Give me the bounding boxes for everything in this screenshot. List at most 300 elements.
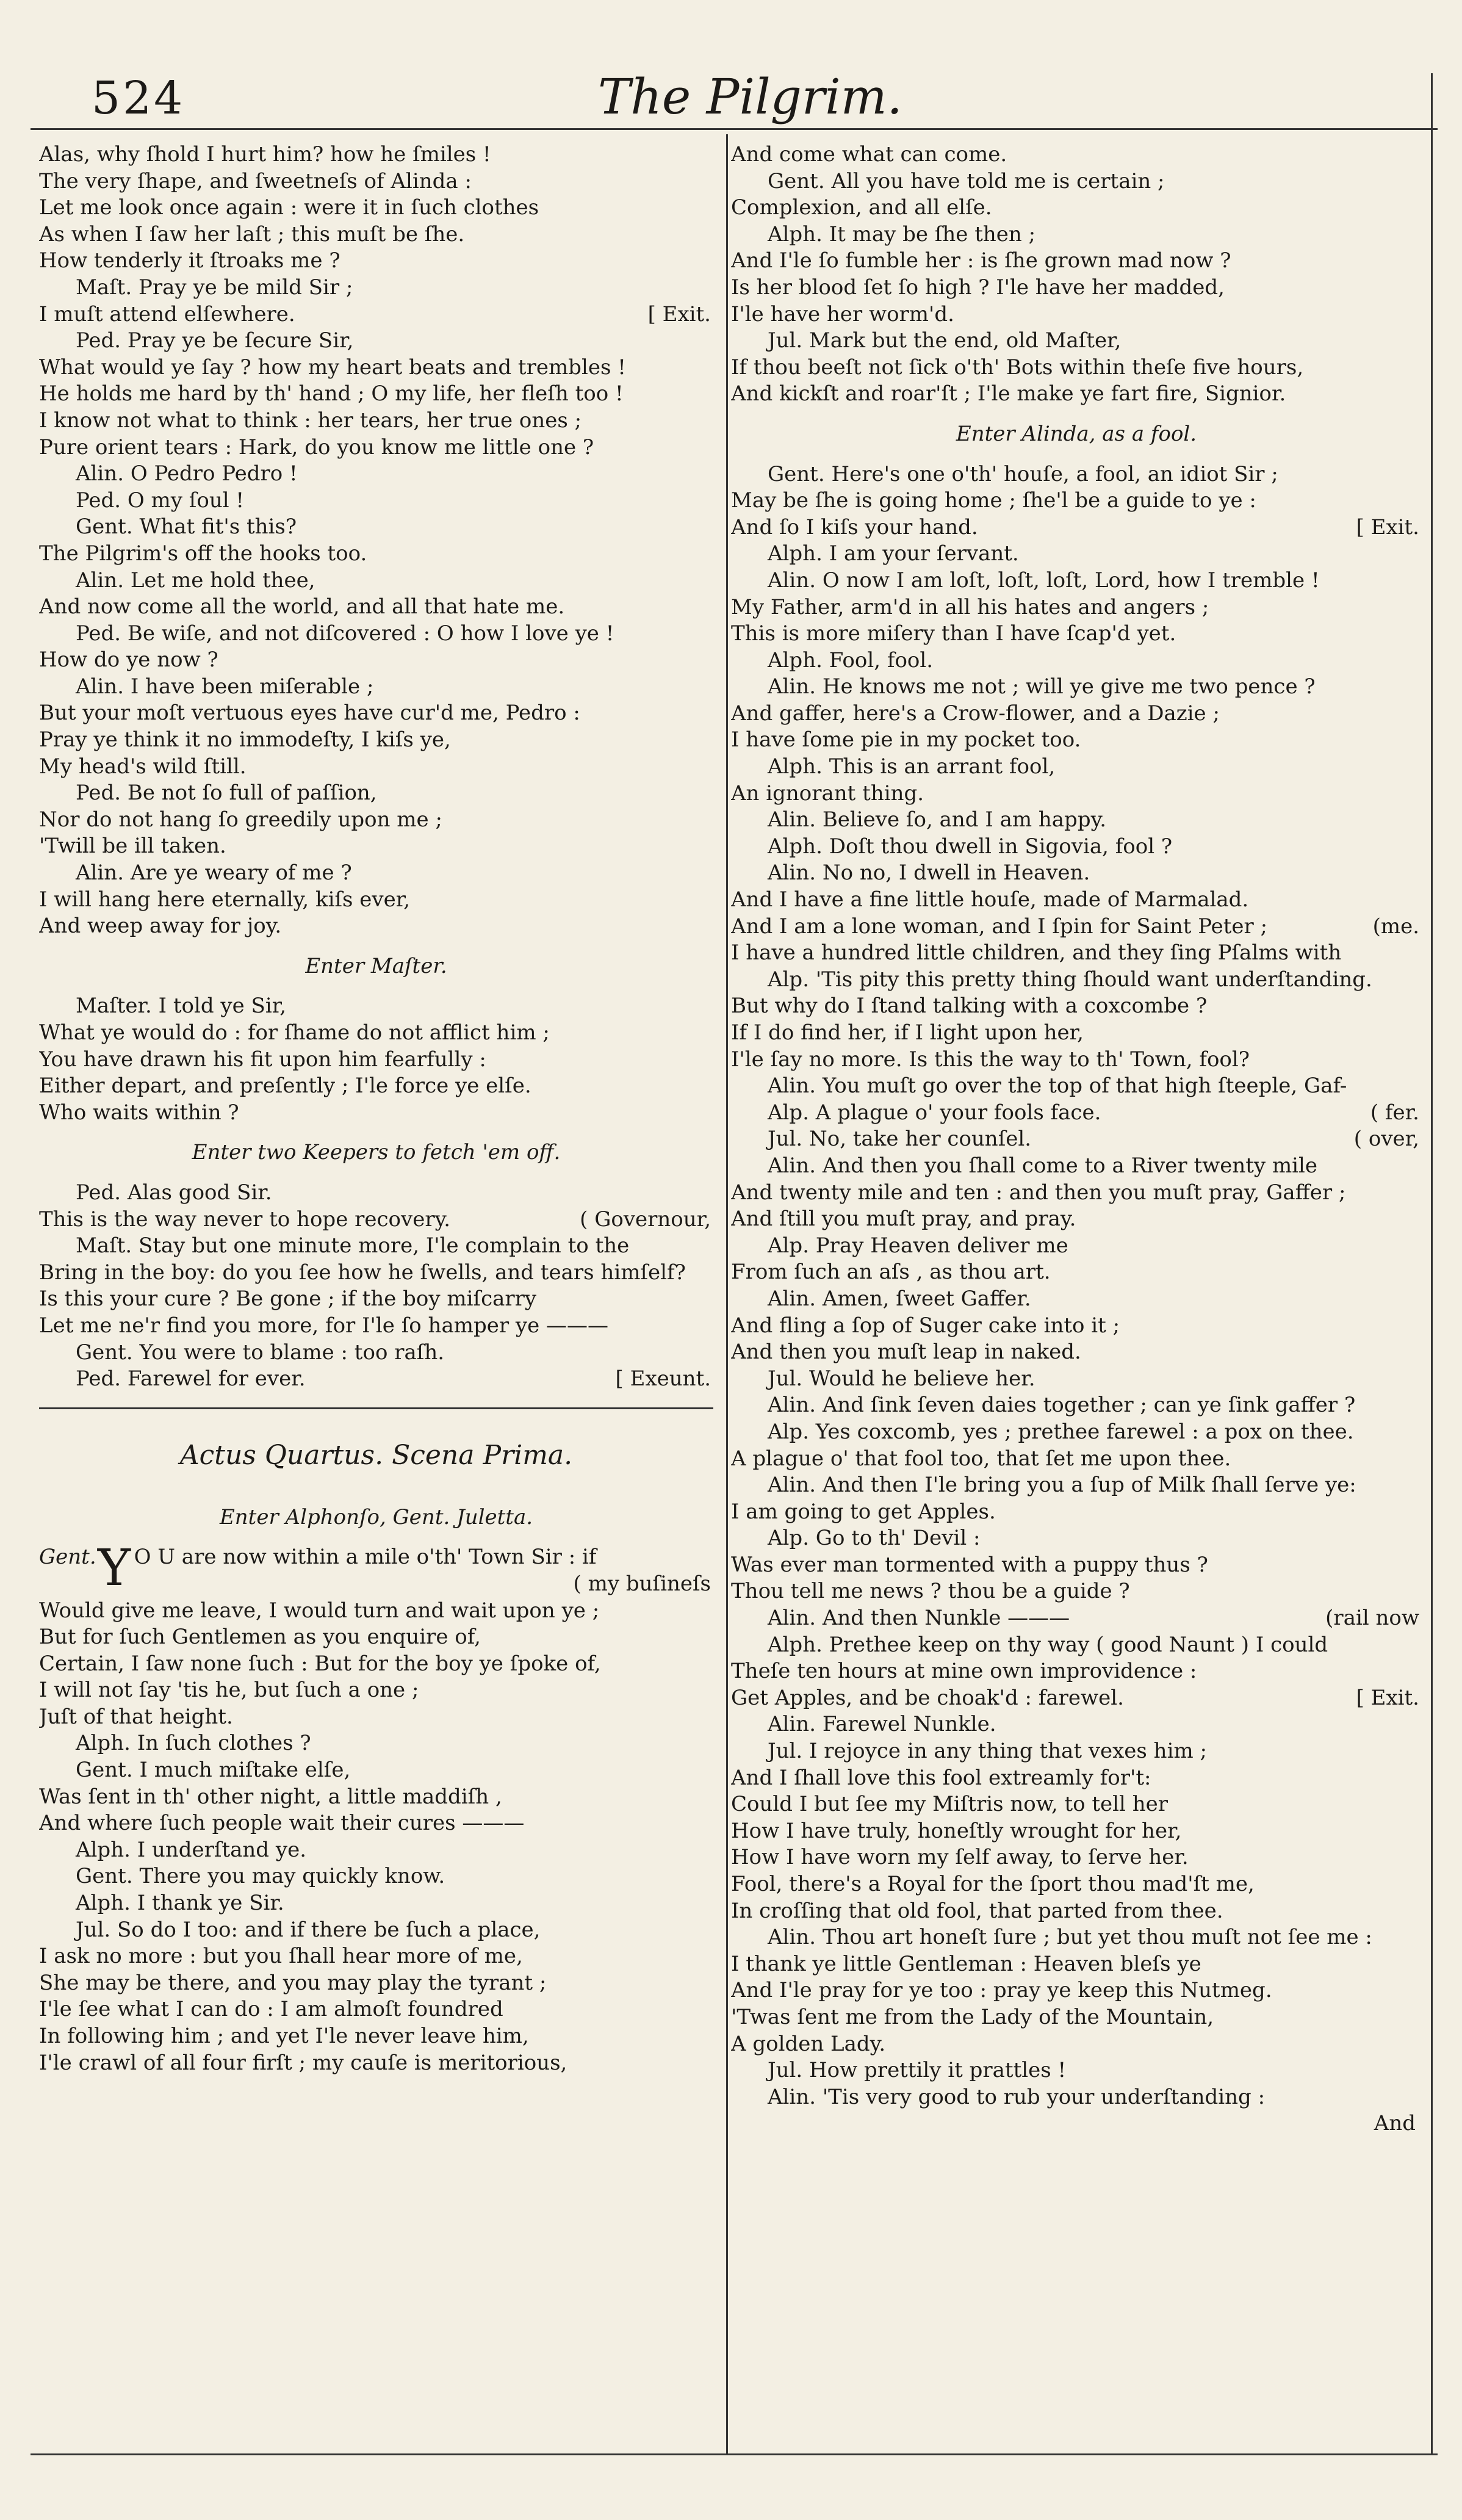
text-line bbox=[39, 1970, 713, 1997]
text-line bbox=[39, 1917, 713, 1944]
text-line bbox=[39, 807, 713, 834]
line-text: Let me look once again : were it in ſuch clothes bbox=[39, 195, 539, 220]
spacer bbox=[39, 1491, 713, 1504]
spacer bbox=[39, 1478, 713, 1491]
line-text: Theſe ten hours at mine own improvidence : bbox=[731, 1659, 1197, 1684]
line-text: He holds me hard by th' hand ; O my life, her fleſh too ! bbox=[39, 381, 624, 406]
text-line bbox=[39, 142, 713, 168]
text-line bbox=[731, 1446, 1422, 1473]
text-line bbox=[39, 1233, 713, 1260]
line-text: Is this your cure ? Be gone ; if the boy miſcarry bbox=[39, 1287, 537, 1312]
text-line bbox=[731, 1339, 1422, 1366]
text-line bbox=[39, 1810, 713, 1837]
line-text: Jul. I rejoyce in any thing that vexes him ; bbox=[768, 1739, 1207, 1764]
line-text: And I'le ſo fumble her : is ſhe grown mad now ? bbox=[731, 248, 1231, 273]
text-line bbox=[731, 1153, 1422, 1180]
text-line bbox=[731, 275, 1422, 301]
line-text: Alph. Fool, fool. bbox=[768, 648, 934, 673]
line-text: But your moſt vertuous eyes have cur'd me, Pedro : bbox=[39, 701, 580, 726]
line-text: Alph. I am your ſervant. bbox=[768, 541, 1019, 566]
line-text: Certain, I ſaw none ſuch : But for the boy ye ſpoke of, bbox=[39, 1651, 601, 1676]
line-text: And kickſt and roar'ſt ; I'le make ye fart fire, Signior. bbox=[731, 381, 1286, 406]
text-line bbox=[39, 1784, 713, 1811]
line-text: She may be there, and you may play the tyrant ; bbox=[39, 1970, 547, 1995]
line-text: I thank ye little Gentleman : Heaven bleſs ye bbox=[731, 1951, 1201, 1976]
right-aligned-text: [ Exeunt. bbox=[615, 1367, 711, 1392]
line-text: I have ſome pie in my pocket too. bbox=[731, 727, 1081, 753]
text-line bbox=[731, 1924, 1422, 1951]
text-line bbox=[731, 594, 1422, 621]
spacer bbox=[39, 1126, 713, 1139]
line-text: 'Twas ſent me from the Lady of the Mountain, bbox=[731, 2004, 1214, 2029]
line-text: If I do find her, if I light upon her, bbox=[731, 1020, 1084, 1045]
text-line bbox=[39, 222, 713, 248]
spacer bbox=[39, 1166, 713, 1180]
text-line bbox=[731, 301, 1422, 328]
line-text: And come what can come. bbox=[731, 142, 1007, 167]
text-line bbox=[39, 488, 713, 514]
text-line bbox=[39, 1890, 713, 1917]
text-line bbox=[731, 142, 1422, 168]
line-text: If thou beeſt not ſick o'th' Bots within theſe five hours, bbox=[731, 355, 1304, 380]
text-line bbox=[39, 381, 713, 408]
text-line bbox=[39, 1073, 713, 1100]
text-line bbox=[731, 1206, 1422, 1233]
line-text: In following him ; and yet I'le never leave him, bbox=[39, 2024, 529, 2048]
right-aligned-text: [ Exit. bbox=[1356, 1685, 1419, 1710]
text-line bbox=[731, 461, 1422, 488]
text-line bbox=[39, 1100, 713, 1127]
text-line bbox=[731, 328, 1422, 355]
line-text: And now come all the world, and all that hate me. bbox=[39, 594, 565, 619]
text-line bbox=[731, 1126, 1422, 1153]
line-text: And where ſuch people wait their cures ——— bbox=[39, 1811, 525, 1836]
text-line bbox=[731, 1259, 1422, 1286]
text-line bbox=[39, 1571, 713, 1598]
line-text: Maſter. I told ye Sir, bbox=[76, 994, 287, 1019]
spacer bbox=[39, 1531, 713, 1544]
line-text: And I am a lone woman, and I ſpin for Saint Peter ; bbox=[731, 914, 1268, 939]
text-line bbox=[731, 1073, 1422, 1100]
line-text: Alin. 'Tis very good to rub your underſtanding : bbox=[768, 2084, 1266, 2109]
spacer bbox=[731, 408, 1422, 421]
line-text: Alin. Let me hold thee, bbox=[76, 568, 315, 593]
text-line bbox=[39, 1207, 713, 1233]
text-line bbox=[731, 807, 1422, 834]
line-text: Maſt. Stay but one minute more, I'le complain to the bbox=[76, 1233, 630, 1258]
line-text: As when I ſaw her laſt ; this muſt be ſhe. bbox=[39, 222, 465, 247]
line-text: Alin. No no, I dwell in Heaven. bbox=[768, 861, 1090, 886]
text-line bbox=[39, 1047, 713, 1074]
text-line bbox=[731, 701, 1422, 727]
spacer bbox=[39, 980, 713, 993]
text-line bbox=[731, 1632, 1422, 1659]
line-text: Alin. I have been miſerable ; bbox=[76, 674, 374, 699]
line-text: Alp. Pray Heaven deliver me bbox=[768, 1233, 1068, 1258]
line-text: Maſt. Pray ye be mild Sir ; bbox=[76, 275, 353, 300]
text-line bbox=[731, 2031, 1422, 2058]
text-line bbox=[39, 780, 713, 807]
line-text: And weep away for joy. bbox=[39, 914, 282, 939]
line-text: Gent. What fit's this? bbox=[76, 514, 297, 540]
line-text: May be ſhe is going home ; ſhe'l be a guide to ye : bbox=[731, 488, 1256, 513]
line-text: And I have a fine little houſe, made of Marmalad. bbox=[731, 887, 1249, 912]
text-line bbox=[39, 913, 713, 940]
line-text: In croſſing that old fool, that parted from thee. bbox=[731, 1898, 1223, 1923]
text-line bbox=[731, 1765, 1422, 1792]
text-line bbox=[39, 1260, 713, 1287]
text-line bbox=[731, 1525, 1422, 1552]
text-line bbox=[39, 1180, 713, 1207]
line-text: Alph. In ſuch clothes ? bbox=[76, 1731, 311, 1756]
act-heading: Actus Quartus. Scena Prima. bbox=[179, 1439, 573, 1471]
line-text: I have a hundred little children, and they ſing Pſalms with bbox=[731, 940, 1342, 966]
text-line bbox=[731, 1844, 1422, 1871]
right-aligned-text: [ Exit. bbox=[647, 301, 711, 327]
text-line bbox=[731, 1871, 1422, 1898]
text-line bbox=[39, 195, 713, 222]
line-text: Alph. I underſtand ye. bbox=[76, 1837, 307, 1862]
line-text: Bring in the boy: do you ſee how he ſwells, and tears himſelf? bbox=[39, 1260, 686, 1285]
line-text: Alin. O now I am loſt, loſt, loſt, Lord, how I tremble ! bbox=[768, 568, 1320, 593]
line-text: Gent. Here's one o'th' houſe, a fool, an idiot Sir ; bbox=[768, 461, 1278, 486]
text-line bbox=[731, 967, 1422, 994]
line-text: Either depart, and preſently ; I'le force ye elſe. bbox=[39, 1074, 531, 1099]
stage-direction: Enter Alinda, as a fool. bbox=[956, 421, 1197, 446]
text-line bbox=[731, 940, 1422, 967]
line-text: Alin. O Pedro Pedro ! bbox=[76, 461, 298, 486]
text-line bbox=[39, 2050, 713, 2077]
text-line bbox=[39, 1598, 713, 1625]
line-text: I know not what to think : her tears, her true ones ; bbox=[39, 408, 582, 433]
column-divider bbox=[726, 134, 728, 2453]
line-text: What would ye ſay ? how my heart beats and trembles ! bbox=[39, 355, 626, 380]
line-text: Jul. Would he believe her. bbox=[768, 1366, 1035, 1391]
text-line bbox=[731, 568, 1422, 594]
line-text: From ſuch an aſs , as thou art. bbox=[731, 1260, 1051, 1285]
stage-direction: Enter Maſter. bbox=[305, 953, 447, 978]
text-line bbox=[39, 301, 713, 328]
text-line bbox=[39, 1340, 713, 1367]
line-text: How tenderly it ſtroaks me ? bbox=[39, 248, 340, 273]
text-line bbox=[731, 1020, 1422, 1047]
line-text: A plague o' that fool too, that ſet me upon thee. bbox=[731, 1446, 1231, 1471]
line-text: I'le have her worm'd. bbox=[731, 301, 954, 327]
line-text: Alin. And then Nunkle ——— bbox=[768, 1606, 1070, 1631]
text-line bbox=[731, 887, 1422, 914]
text-line bbox=[731, 381, 1422, 408]
text-line bbox=[39, 514, 713, 541]
line-text: My Father, arm'd in all his hates and angers ; bbox=[731, 594, 1209, 619]
text-line bbox=[39, 1730, 713, 1757]
line-text: And ſtill you muſt pray, and pray. bbox=[731, 1207, 1076, 1232]
text-line bbox=[731, 1951, 1422, 1978]
line-text: Juſt of that height. bbox=[39, 1704, 233, 1729]
text-line bbox=[731, 1685, 1422, 1712]
drop-cap: Y bbox=[98, 1539, 131, 1598]
line-text: Alp. Go to th' Devil : bbox=[768, 1526, 981, 1551]
text-line bbox=[731, 2057, 1422, 2084]
text-line bbox=[731, 195, 1422, 222]
line-text: This is more miſery than I have ſcap'd yet. bbox=[731, 621, 1176, 646]
line-text: Ped. Be not ſo full of paſſion, bbox=[76, 781, 377, 806]
text-line bbox=[39, 1313, 713, 1340]
text-line bbox=[39, 541, 713, 568]
speaker-prefix: Gent. bbox=[39, 1545, 96, 1570]
text-line bbox=[39, 700, 713, 727]
line-text: Alas, why ſhold I hurt him? how he ſmiles ! bbox=[39, 142, 491, 167]
line-text: I am going to get Apples. bbox=[731, 1499, 996, 1524]
text-line bbox=[39, 248, 713, 275]
line-text: Could I but ſee my Miſtris now, to tell her bbox=[731, 1792, 1169, 1817]
text-line bbox=[731, 1658, 1422, 1685]
line-text: Pray ye think it no immodeſty, I kiſs ye, bbox=[39, 727, 451, 753]
text-line bbox=[731, 860, 1422, 887]
text-line bbox=[39, 647, 713, 674]
line-text: Gent. All you have told me is certain ; bbox=[768, 168, 1165, 193]
text-line bbox=[731, 514, 1422, 541]
text-line bbox=[731, 1499, 1422, 1526]
text-line bbox=[39, 1837, 713, 1864]
right-aligned-text: (me. bbox=[1372, 914, 1419, 939]
line-text: A golden Lady. bbox=[731, 2031, 886, 2056]
line-text: Ped. Alas good Sir. bbox=[76, 1180, 272, 1205]
stage-direction: Enter Alphonſo, Gent. Juletta. bbox=[219, 1504, 533, 1529]
text-line bbox=[39, 1996, 713, 2023]
line-text: How I have worn my ſelf away, to ſerve her. bbox=[731, 1845, 1189, 1870]
text-line bbox=[39, 887, 713, 914]
line-text: What ye would do : for ſhame do not afflict him ; bbox=[39, 1020, 550, 1045]
text-line bbox=[731, 1472, 1422, 1499]
running-title: The Pilgrim. bbox=[598, 68, 902, 125]
line-text: Gent. There you may quickly know. bbox=[76, 1864, 445, 1889]
text-line bbox=[731, 1578, 1422, 1605]
line-text: Alp. A plague o' your fools face. bbox=[768, 1100, 1101, 1125]
line-text: I muſt attend elſewhere. bbox=[39, 301, 295, 327]
text-line bbox=[731, 727, 1422, 754]
text-line bbox=[731, 1898, 1422, 1925]
text-line bbox=[39, 1651, 713, 1678]
text-line bbox=[731, 248, 1422, 275]
text-line bbox=[39, 408, 713, 435]
line-text: Was ever man tormented with a puppy thus ? bbox=[731, 1552, 1208, 1577]
text-line bbox=[39, 833, 713, 860]
text-line bbox=[731, 674, 1422, 701]
line-text: Alin. You muſt go over the top of that high ſteeple, Gaf- bbox=[768, 1074, 1347, 1099]
left-column bbox=[39, 142, 713, 2076]
line-text: My head's wild ſtill. bbox=[39, 754, 247, 779]
text-line bbox=[731, 2084, 1422, 2111]
text-line bbox=[731, 993, 1422, 1020]
text-line bbox=[731, 1419, 1422, 1446]
text-line bbox=[731, 222, 1422, 248]
text-line bbox=[39, 2023, 713, 2050]
text-line bbox=[731, 1100, 1422, 1127]
line-text: Alph. It may be ſhe then ; bbox=[768, 222, 1036, 247]
line-text: And fling a ſop of Suger cake into it ; bbox=[731, 1313, 1120, 1338]
text-line bbox=[39, 1943, 713, 1970]
right-aligned-text: ( Governour, bbox=[580, 1207, 711, 1232]
line-text: And twenty mile and ten : and then you muſt pray, Gaffer ; bbox=[731, 1180, 1346, 1205]
text-line bbox=[731, 834, 1422, 861]
line-text: Alin. Thou art honeſt ſure ; but yet thou muſt not ſee me : bbox=[768, 1925, 1372, 1950]
text-line bbox=[731, 1552, 1422, 1579]
text-line bbox=[39, 355, 713, 381]
text-line bbox=[731, 541, 1422, 568]
line-text: Ped. Farewel for ever. bbox=[76, 1367, 306, 1392]
text-line bbox=[39, 993, 713, 1020]
line-text: Nor do not hang ſo greedily upon me ; bbox=[39, 807, 442, 832]
text-line bbox=[731, 168, 1422, 195]
text-line bbox=[731, 355, 1422, 381]
text-line bbox=[731, 1977, 1422, 2004]
line-text: An ignorant thing. bbox=[731, 781, 924, 806]
line-text: Jul. So do I too: and if there be ſuch a place, bbox=[76, 1917, 541, 1942]
text-line bbox=[39, 1863, 713, 1890]
text-line bbox=[39, 435, 713, 461]
line-text: Alin. Farewel Nunkle. bbox=[768, 1712, 996, 1737]
text-line bbox=[731, 1738, 1422, 1765]
line-text: Alph. This is an arrant fool, bbox=[768, 754, 1056, 779]
line-text: Jul. How prettily it prattles ! bbox=[768, 2058, 1067, 2083]
line-text: Let me ne'r find you more, for I'le ſo hamper ye ——— bbox=[39, 1313, 609, 1338]
line-text: But for ſuch Gentlemen as you enquire of, bbox=[39, 1625, 481, 1650]
line-text: Pure orient tears : Hark, do you know me little one ? bbox=[39, 435, 594, 460]
text-line bbox=[731, 781, 1422, 807]
right-column bbox=[731, 142, 1422, 2137]
line-text: Fool, there's a Royal for the ſport thou mad'ſt me, bbox=[731, 1872, 1255, 1896]
line-text: I will not ſay 'tis he, but ſuch a one ; bbox=[39, 1678, 419, 1703]
text-line bbox=[731, 488, 1422, 514]
line-text: I'le ſee what I can do : I am almoſt foundred bbox=[39, 1997, 503, 2022]
line-text: I will hang here eternally, kiſs ever, bbox=[39, 887, 411, 912]
text-line bbox=[731, 1180, 1422, 1207]
text-line bbox=[39, 1366, 713, 1393]
text-line bbox=[39, 328, 713, 355]
line-text: The Pilgrim's off the hooks too. bbox=[39, 541, 367, 566]
top-rule bbox=[31, 128, 1438, 130]
line-text: Gent. I much miſtake elſe, bbox=[76, 1758, 351, 1783]
line-text: O U are now within a mile o'th' Town Sir : if bbox=[134, 1545, 597, 1570]
text-line bbox=[39, 568, 713, 594]
line-text: Get Apples, and be choak'd : farewel. bbox=[731, 1685, 1124, 1710]
right-aligned-text: [ Exit. bbox=[1356, 514, 1419, 540]
text-line bbox=[39, 1677, 713, 1704]
line-text: Alin. And then I'le bring you a ſup of Milk ſhall ſerve ye: bbox=[768, 1473, 1356, 1498]
text-line bbox=[731, 1605, 1422, 1632]
text-line bbox=[731, 1366, 1422, 1393]
page-number: 524 bbox=[92, 72, 185, 125]
line-text: And I'le pray for ye too : pray ye keep this Nutmeg. bbox=[731, 1978, 1272, 2003]
catchword: And bbox=[1374, 2111, 1416, 2136]
line-text: Alph. Prethee keep on thy way ( good Naunt ) I could bbox=[768, 1632, 1328, 1657]
text-line bbox=[731, 1313, 1422, 1340]
text-line bbox=[39, 1757, 713, 1784]
text-line bbox=[39, 727, 713, 754]
bottom-rule bbox=[31, 2453, 1438, 2455]
right-aligned-text: ( fer. bbox=[1370, 1100, 1419, 1125]
text-line bbox=[39, 674, 713, 701]
text-line bbox=[731, 914, 1422, 940]
text-line bbox=[731, 1392, 1422, 1419]
stage-direction: Enter two Keepers to fetch 'em off. bbox=[192, 1140, 561, 1165]
line-text: But why do I ſtand talking with a coxcombe ? bbox=[731, 994, 1208, 1019]
line-text: Alin. Amen, ſweet Gaffer. bbox=[768, 1286, 1031, 1311]
text-line bbox=[39, 1624, 713, 1651]
line-text: The very ſhape, and ſweetneſs of Alinda : bbox=[39, 168, 472, 193]
text-line bbox=[39, 168, 713, 195]
line-text: How do ye now ? bbox=[39, 648, 218, 673]
text-line bbox=[39, 275, 713, 301]
line-text: You have drawn his fit upon him fearfully : bbox=[39, 1047, 486, 1072]
turnover-text: ( my buſineſs bbox=[573, 1571, 711, 1596]
line-text: Would give me leave, I would turn and wait upon ye ; bbox=[39, 1598, 600, 1623]
text-line bbox=[731, 1791, 1422, 1818]
line-text: Alp. Yes coxcomb, yes ; prethee farewel : a pox on thee. bbox=[768, 1419, 1354, 1444]
text-line bbox=[731, 1818, 1422, 1845]
line-text: And gaffer, here's a Crow-flower, and a Dazie ; bbox=[731, 701, 1220, 726]
line-text: Ped. Pray ye be ſecure Sir, bbox=[76, 328, 354, 353]
text-line bbox=[731, 1233, 1422, 1260]
line-text: Ped. O my ſoul ! bbox=[76, 488, 245, 513]
right-border bbox=[1431, 73, 1433, 2453]
line-text: I'le crawl of all four firſt ; my cauſe is meritorious, bbox=[39, 2050, 567, 2075]
text-line bbox=[39, 461, 713, 488]
line-text: I ask no more : but you ſhall hear more of me, bbox=[39, 1944, 523, 1969]
line-text: And then you muſt leap in naked. bbox=[731, 1340, 1081, 1365]
text-line bbox=[731, 1047, 1422, 1074]
line-text: Was ſent in th' other night, a little maddiſh , bbox=[39, 1784, 502, 1809]
line-text: Ped. Be wiſe, and not diſcovered : O how I love ye ! bbox=[76, 621, 614, 646]
spacer bbox=[731, 448, 1422, 461]
right-aligned-text: ( over, bbox=[1353, 1127, 1419, 1152]
text-line bbox=[731, 621, 1422, 648]
text-line bbox=[39, 860, 713, 887]
line-text: Gent. You were to blame : too raſh. bbox=[76, 1340, 445, 1365]
line-text: This is the way never to hope recovery. bbox=[39, 1207, 451, 1232]
line-text: Alin. Believe ſo, and I am happy. bbox=[768, 807, 1107, 832]
text-line bbox=[39, 1286, 713, 1313]
line-text: Alp. 'Tis pity this pretty thing ſhould want underſtanding. bbox=[768, 967, 1372, 992]
line-text: Alph. Doſt thou dwell in Sigovia, fool ? bbox=[768, 834, 1173, 859]
line-text: Complexion, and all elſe. bbox=[731, 195, 992, 220]
text-line bbox=[39, 1704, 713, 1731]
right-aligned-text: (rail now bbox=[1325, 1606, 1419, 1631]
line-text: Alin. He knows me not ; will ye give me two pence ? bbox=[768, 674, 1316, 699]
text-line bbox=[731, 1286, 1422, 1313]
text-line bbox=[731, 1711, 1422, 1738]
line-text: How I have truly, honeſtly wrought for her, bbox=[731, 1818, 1182, 1843]
line-text: Jul. Mark but the end, old Maſter, bbox=[768, 328, 1122, 353]
line-text: Alin. Are ye weary of me ? bbox=[76, 861, 352, 886]
line-text: Alin. And then you ſhall come to a River twenty mile bbox=[768, 1153, 1318, 1178]
line-text: 'Twill be ill taken. bbox=[39, 834, 226, 859]
line-text: Who waits within ? bbox=[39, 1100, 239, 1125]
text-line bbox=[731, 754, 1422, 781]
line-text: Thou tell me news ? thou be a guide ? bbox=[731, 1579, 1130, 1604]
line-text: And I ſhall love this fool extreamly for't: bbox=[731, 1765, 1151, 1790]
line-text: Jul. No, take her counſel. bbox=[768, 1127, 1032, 1152]
line-text: And ſo I kiſs your hand. bbox=[731, 514, 978, 540]
text-line bbox=[39, 594, 713, 621]
text-line bbox=[39, 621, 713, 648]
text-line bbox=[39, 754, 713, 781]
text-line bbox=[731, 2004, 1422, 2031]
act-divider-rule bbox=[39, 1407, 713, 1409]
text-line bbox=[731, 648, 1422, 674]
spacer bbox=[39, 940, 713, 953]
line-text: Alph. I thank ye Sir. bbox=[76, 1891, 284, 1916]
